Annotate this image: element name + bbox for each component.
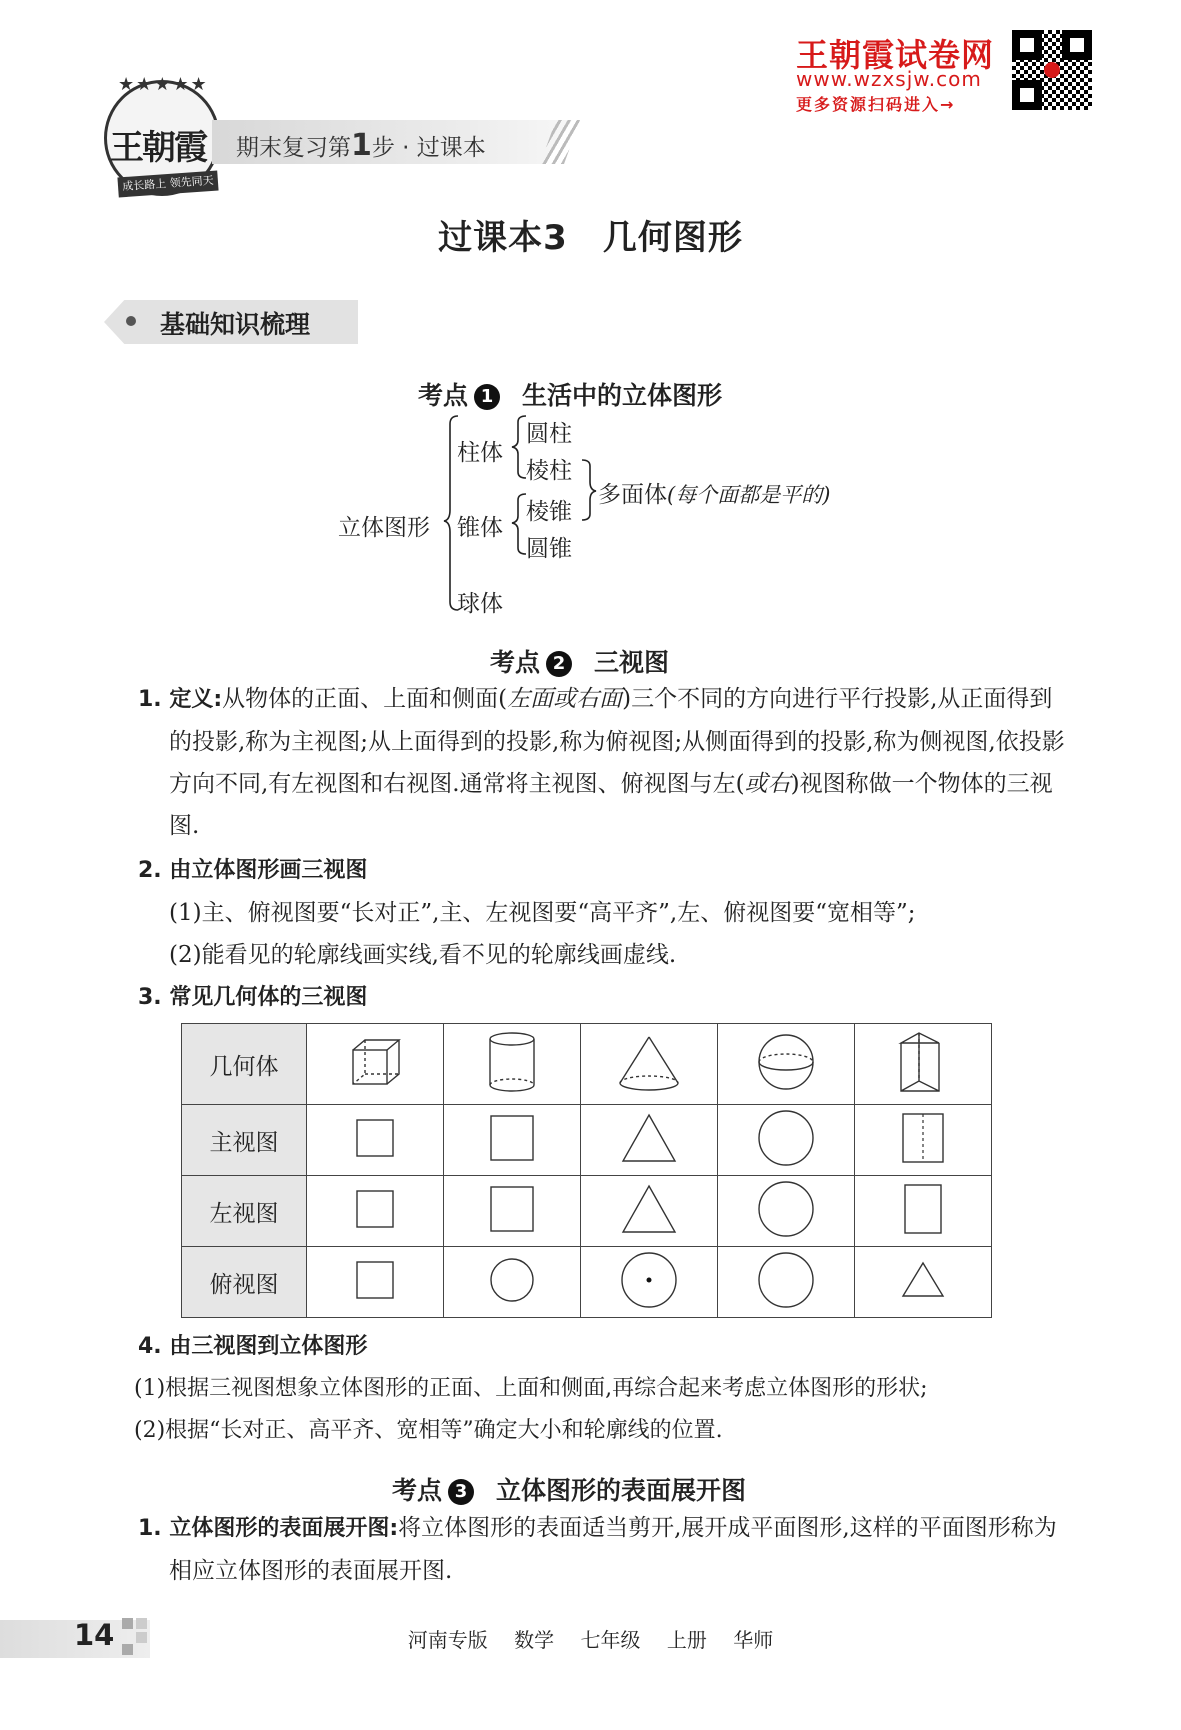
tree-yuanzhu: 圆柱 — [526, 421, 572, 447]
three-views-table — [181, 1023, 992, 1318]
p2-line-1: (1)主、俯视图要“长对正”,主、左视图要“高平齐”,左、俯视图要“宽相等”; — [169, 900, 916, 926]
step-banner-text: 期末复习第1步 · 过课本 — [236, 128, 486, 163]
tree-lengzhu: 棱柱 — [526, 458, 572, 484]
footer-item: 七年级 — [580, 1628, 641, 1652]
triangular-prism-icon — [893, 1029, 953, 1095]
triangle-icon — [621, 1184, 677, 1234]
rectangle-icon — [903, 1183, 943, 1235]
kaodian-3-number: 3 — [448, 1479, 474, 1505]
p2-heading: 2. 由立体图形画三视图 — [138, 858, 368, 883]
square-icon — [355, 1260, 395, 1300]
p3-heading: 3. 常见几何体的三视图 — [138, 985, 368, 1010]
section-heading: 基础知识梳理 — [160, 310, 311, 339]
p4-line-2: (2)根据“长对正、高平齐、宽相等”确定大小和轮廓线的位置. — [134, 1418, 723, 1443]
brand-url: www.wzxsjw.com — [796, 67, 982, 91]
cone-icon — [614, 1031, 684, 1093]
footer-item: 上册 — [666, 1628, 707, 1652]
circle-icon — [757, 1109, 815, 1167]
page-title: 过课本3 几何图形 — [438, 218, 743, 258]
table-row-label: 左视图 — [182, 1176, 307, 1247]
table-row — [182, 1105, 992, 1176]
tree-braces — [0, 0, 1181, 700]
p2-line-2: (2)能看见的轮廓线画实线,看不见的轮廓线画虚线. — [169, 942, 677, 968]
footer-item: 数学 — [514, 1628, 555, 1652]
footer-item: 河南专版 — [407, 1628, 488, 1652]
brand-scan-text: 更多资源扫码进入→ — [796, 95, 956, 114]
rectangle-icon — [489, 1185, 535, 1233]
footer-item: 华师 — [733, 1628, 774, 1652]
tree-qiuti: 球体 — [457, 591, 503, 617]
table-row-label: 几何体 — [182, 1024, 307, 1105]
triangle-icon — [621, 1113, 677, 1163]
logo-text: 王朝霞 — [110, 128, 206, 168]
brace-root — [444, 416, 458, 610]
kaodian-2-number: 2 — [546, 651, 572, 677]
tree-lengzhui: 棱锥 — [526, 499, 572, 525]
kaodian-1-heading: 考点 1 生活中的立体图形 — [418, 381, 723, 410]
logo-stars: ★★★★★ — [118, 74, 209, 95]
rectangle-dashed-line-icon — [901, 1112, 945, 1164]
tree-polyhedron: 多面体(每个面都是平的) — [598, 482, 831, 508]
rectangle-icon — [489, 1114, 535, 1162]
kaodian-3-heading: 考点 3 立体图形的表面展开图 — [392, 1476, 747, 1505]
p4-line-1: (1)根据三视图想象立体图形的正面、上面和侧面,再综合起来考虑立体图形的形状; — [134, 1376, 928, 1401]
page-number: 14 — [74, 1618, 115, 1652]
brace-polyhedron — [582, 460, 596, 520]
tree-root: 立体图形 — [338, 515, 430, 541]
tree-yuanzhui: 圆锥 — [526, 536, 572, 562]
cube-icon — [345, 1032, 405, 1092]
table-row — [182, 1176, 992, 1247]
circle-icon — [489, 1257, 535, 1303]
square-icon — [355, 1189, 395, 1229]
table-row-label: 俯视图 — [182, 1247, 307, 1318]
p4-heading: 4. 由三视图到立体图形 — [138, 1334, 368, 1359]
table-row-label: 主视图 — [182, 1105, 307, 1176]
circle-with-center-dot-icon — [620, 1251, 678, 1309]
brand-name: 王朝霞试卷网 — [796, 36, 995, 74]
sphere-icon — [755, 1031, 817, 1093]
circle-icon — [757, 1180, 815, 1238]
table-row — [182, 1024, 992, 1105]
square-icon — [355, 1118, 395, 1158]
kaodian-2-heading: 考点 2 三视图 — [490, 648, 670, 677]
kaodian-1-number: 1 — [474, 384, 500, 410]
unfolding-definition: 1. 立体图形的表面展开图:将立体图形的表面适当剪开,展开成平面图形,这样的平面图形称为相应立体图形的表面展开图. — [138, 1515, 1057, 1584]
definition-paragraph: 1. 定义:从物体的正面、上面和侧面(左面或右面)三个不同的方向进行平行投影,从正面得到的投影,称为主视图;从上面得到的投影,称为俯视图;从侧面得到的投影,称为侧视图,依投影方向不同,有左视图和右视图.通常将主视图、俯视图与左(或右)视图称做一个物体的三视图. — [138, 686, 1065, 839]
table-row — [182, 1247, 992, 1318]
circle-icon — [757, 1251, 815, 1309]
footer-info — [0, 1624, 1181, 1653]
brace-zhuti — [512, 416, 526, 478]
triangle-icon — [901, 1260, 945, 1300]
brace-zhuiti — [512, 494, 526, 554]
cylinder-icon — [482, 1029, 542, 1095]
logo-slogan: 成长路上 领先同天 — [117, 171, 218, 198]
tree-zhuti: 柱体 — [457, 440, 503, 466]
tree-zhuiti: 锥体 — [457, 515, 503, 541]
